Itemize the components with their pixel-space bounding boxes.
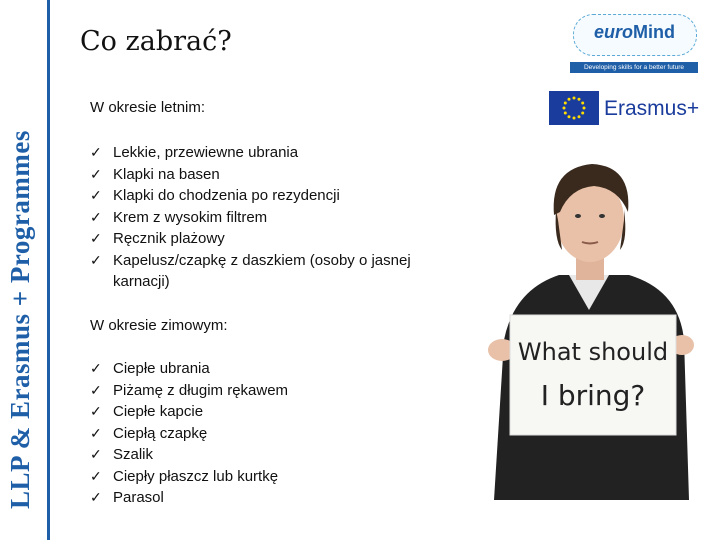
list-item: [90, 423, 450, 445]
list-item-label: Ciepły płaszcz lub kurtkę: [113, 467, 279, 485]
list-item-label: Kapelusz/czapkę z daszkiem (osoby o jasnej karnacji): [113, 251, 411, 290]
checkmark-icon: ✓: [90, 360, 102, 376]
list-item: [90, 142, 450, 164]
list-item-label: Klapki na basen: [113, 165, 220, 183]
checkmark-icon: ✓: [90, 208, 102, 225]
checkmark-icon: ✓: [90, 446, 102, 462]
checkmark-icon: ✓: [90, 381, 102, 398]
euromind-logo: [567, 12, 702, 74]
erasmus-logo: [549, 91, 712, 126]
list-item: [90, 466, 450, 488]
list-item: [90, 487, 450, 509]
checkmark-icon: ✓: [90, 467, 102, 484]
euromind-suffix: Mind: [633, 22, 675, 42]
euromind-prefix: euro: [593, 22, 633, 42]
checkmark-icon: ✓: [90, 424, 102, 441]
list-item: [90, 207, 450, 229]
checkmark-icon: ✓: [90, 489, 102, 505]
checkmark-icon: ✓: [90, 251, 102, 268]
checkmark-icon: ✓: [90, 165, 102, 182]
list-item-label: Ciepłe kapcie: [113, 403, 204, 420]
checkmark-icon: ✓: [90, 230, 102, 246]
checkmark-icon: ✓: [90, 144, 102, 160]
list-item-label: Klapki do chodzenia po rezydencji: [113, 187, 340, 204]
list-item-label: Parasol: [113, 489, 164, 506]
eu-flag-icon: [549, 91, 599, 125]
checkmark-icon: ✓: [90, 187, 102, 203]
list-item: [90, 250, 450, 293]
list-item-label: Ręcznik plażowy: [113, 230, 225, 247]
sign-line-2: I bring?: [540, 379, 646, 412]
euromind-wordmark: [567, 22, 702, 43]
summer-list: [90, 142, 450, 293]
list-item-label: Ciepłą czapkę: [113, 424, 208, 442]
checkmark-icon: ✓: [90, 403, 102, 419]
list-item: [90, 358, 450, 380]
list-item-label: Lekkie, przewiewne ubrania: [113, 144, 299, 161]
sidebar: [0, 0, 50, 540]
sidebar-divider: [47, 0, 50, 540]
summer-heading: W okresie letnim:: [90, 99, 206, 116]
list-item-label: Krem z wysokim filtrem: [113, 208, 268, 226]
list-item-label: Piżamę z długim rękawem: [113, 381, 289, 399]
page-title: Co zabrać?: [80, 26, 232, 57]
list-item: [90, 228, 450, 250]
list-item-label: Ciepłe ubrania: [113, 360, 210, 377]
erasmus-wordmark: Erasmus+: [604, 97, 700, 120]
list-item: [90, 401, 450, 423]
person-with-sign-photo: [484, 150, 694, 510]
winter-list: [90, 358, 450, 509]
euromind-tagline: Developing skills for a better future: [570, 62, 698, 73]
list-item: [90, 380, 450, 402]
winter-heading: W okresie zimowym:: [90, 317, 228, 334]
list-item: [90, 164, 450, 186]
sidebar-vertical-title: LLP & Erasmus + Programmes: [5, 130, 35, 509]
sign-line-1: What should: [517, 338, 669, 366]
list-item: [90, 444, 450, 466]
list-item: [90, 185, 450, 207]
list-item-label: Szalik: [113, 446, 154, 463]
